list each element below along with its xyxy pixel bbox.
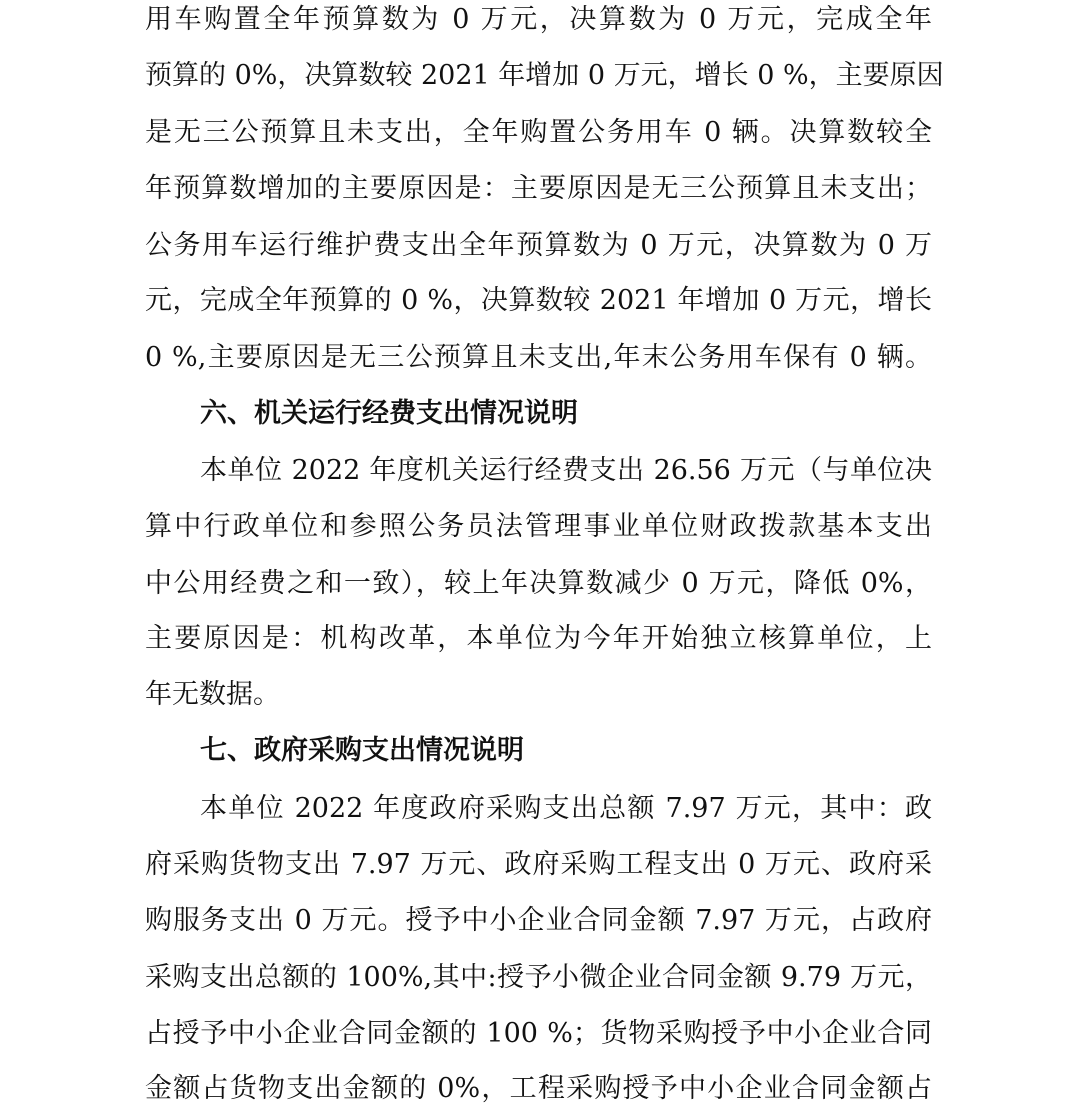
paragraph-line: 公务用车运行维护费支出全年预算数为 0 万元，决算数为 0 万 <box>145 230 932 261</box>
paragraph-line: 用车购置全年预算数为 0 万元，决算数为 0 万元，完成全年 <box>145 4 932 35</box>
paragraph-line: 主要原因是：机构改革，本单位为今年开始独立核算单位，上 <box>145 623 932 654</box>
section-heading: 六、机关运行经费支出情况说明 <box>200 398 578 429</box>
paragraph-line: 是无三公预算且未支出，全年购置公务用车 0 辆。决算数较全 <box>145 117 932 148</box>
paragraph-line: 金额占货物支出金额的 0%，工程采购授予中小企业合同金额占 <box>145 1073 932 1104</box>
section-heading: 七、政府采购支出情况说明 <box>200 735 524 766</box>
paragraph-line: 府采购货物支出 7.97 万元、政府采购工程支出 0 万元、政府采 <box>145 849 932 880</box>
paragraph-line: 0 %,主要原因是无三公预算且未支出,年末公务用车保有 0 辆。 <box>145 342 932 373</box>
paragraph-line: 年无数据。 <box>145 679 280 710</box>
paragraph-line: 本单位 2022 年度政府采购支出总额 7.97 万元，其中：政 <box>200 793 932 824</box>
paragraph-line: 元，完成全年预算的 0 %，决算数较 2021 年增加 0 万元，增长 <box>145 285 932 316</box>
paragraph-line: 年预算数增加的主要原因是：主要原因是无三公预算且未支出； <box>145 173 932 204</box>
paragraph-line: 本单位 2022 年度机关运行经费支出 26.56 万元（与单位决 <box>200 455 932 486</box>
paragraph-line: 采购支出总额的 100%,其中:授予小微企业合同金额 9.79 万元， <box>145 962 932 993</box>
paragraph-line: 占授予中小企业合同金额的 100 %；货物采购授予中小企业合同 <box>145 1018 932 1049</box>
paragraph-line: 预算的 0%，决算数较 2021 年增加 0 万元，增长 0 %，主要原因 <box>145 60 944 91</box>
paragraph-line: 购服务支出 0 万元。授予中小企业合同金额 7.97 万元，占政府 <box>145 905 932 936</box>
paragraph-line: 中公用经费之和一致），较上年决算数减少 0 万元，降低 0%， <box>145 568 932 599</box>
paragraph-line: 算中行政单位和参照公务员法管理事业单位财政拨款基本支出 <box>145 511 932 542</box>
